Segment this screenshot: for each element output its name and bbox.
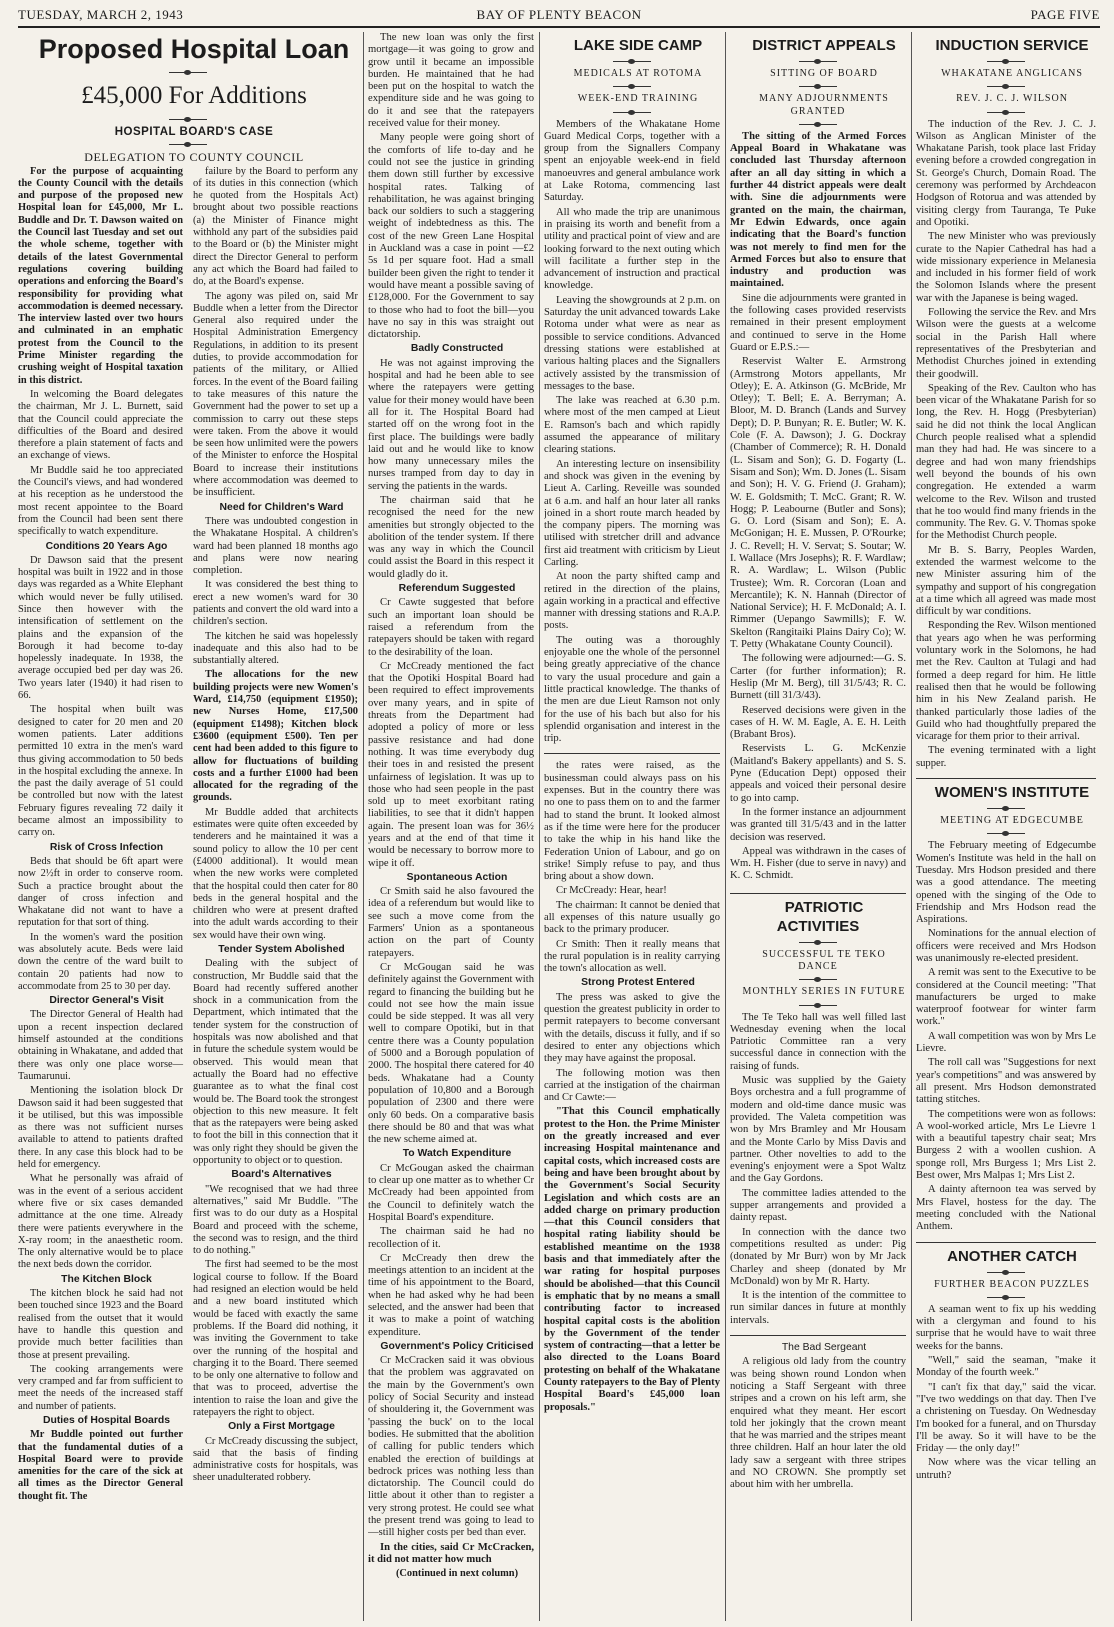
appeals-headline: DISTRICT APPEALS xyxy=(752,37,896,54)
subheading: The Bad Sergeant xyxy=(781,1342,867,1354)
divider xyxy=(799,61,837,62)
paragraph: It is the intention of the committee to run similar dances in future at monthly intervals. xyxy=(730,1290,906,1326)
divider xyxy=(613,86,651,87)
paragraph: The press was asked to give the question the greatest publicity in order to permit ratepayers to become conversant with the details, discuss it fully, and if so desired to enter any objections which they may have against the proposal. xyxy=(544,991,720,1065)
divider xyxy=(169,144,207,145)
paragraph: failure by the Board to perform any of its duties in this connection (which he quoted from the Hospitals Act) brought about two possible reactions (a) the Minister of Finance might withhold any part of the subsidies paid to the Board or (b) the Minister might direct the Director General to perform any act which the Board had failed to do, at the Board's expense. xyxy=(193,165,358,288)
paragraph: Many people were going short of the comforts of life to-day and he could not see the justice in grinding them down still further by excessive hospital rates. Talking of rehabilitation, he was against bringing back our soldiers to such a staggering weight of indebtedness as this. The cost of the new Green Lane Hospital in Auckland was a case in point —£2 5s 1d per square foot. Had a small builder been given the right to tender it would have meant a possible saving of £128,000. For the Government to say to those who had to foot the bill—you have no say in this was straight out dictatorship. xyxy=(368,132,534,341)
paragraph: A wall competition was won by Mrs Le Lievre. xyxy=(916,1030,1096,1055)
paragraph: The evening terminated with a light supper. xyxy=(916,745,1096,769)
paragraph: "I can't fix that day," said the vicar. "I've two weddings on that day. Then I've a christening on Tuesday. On Wednesday I'm booked for a funeral, and on Thursday I'll be away. So it will have to be the Friday — the only day!" xyxy=(916,1381,1096,1455)
paragraph: Dr Dawson said that the present hospital was built in 1922 and in those days was regarded as a White Elephant which would never be fully utilised. Since then however with the intensification of settlement on the plains and the expansion of the Borough it had become to-day hopelessly inadequate. In 1938, the average occupied bed per day was 26. Two years later (1940) it had risen to 66. xyxy=(18,554,183,702)
catch-kicker: FURTHER BEACON PUZZLES xyxy=(934,1278,1090,1290)
subheading: Spontaneous Action xyxy=(406,871,508,883)
paragraph: Music was supplied by the Gaiety Boys orchestra and a full programme of modern and old-time dance music was provided. The Valeta competition was won by Mrs Bramley and Mr Housam and the Monte Carlo by Miss Davis and partner. Other novelties to add to the evening's enjoyment were a Spot Waltz and the Gay Gordons. xyxy=(730,1075,906,1185)
paragraph: At noon the party shifted camp and retired in the direction of the plains, again working in a practical and effective manner with dressing stations and R.A.P. posts. xyxy=(544,571,720,632)
patriotic-kicker: SUCCESSFUL TE TEKO DANCE xyxy=(762,948,886,972)
hospital-headline: Proposed Hospital Loan xyxy=(38,34,350,64)
paragraph: In the former instance an adjournment was granted till 31/5/43 and in the latter decision was reserved. xyxy=(730,806,906,843)
paragraph: The new loan was only the first mortgage—it was going to grow and grow until it became an impossible burden. He maintained that he had been put on the hospital to watch the expenditure side and he was going to do it and see that the ratepayers received value for their money. xyxy=(368,32,534,130)
paragraph: Cr McCready then drew the meetings attention to an incident at the time of his appointment to the Board, when he had asked why he had been selected, and the answer had been that it was to make a point of watching expenditure. xyxy=(368,1252,534,1338)
paragraph: "Well," said the seaman, "make it Monday of the fourth week." xyxy=(916,1355,1096,1379)
paragraph: The kitchen block he said had not been touched since 1923 and the Board realised from the outset that it would have to handle this question and provide much better facilities than those at present prevailing. xyxy=(18,1288,183,1361)
subheading: The Kitchen Block xyxy=(61,1273,152,1285)
paragraph: In the women's ward the position was absolutely acute. Beds were laid down the centre of the ward built to contain 20 patients had now to accommodate from 25 to 30 per day. xyxy=(18,931,183,992)
divider xyxy=(169,119,207,120)
paragraph: The February meeting of Edgecumbe Women's Institute was held in the hall on Tuesday. Mrs Hodson presided and there was a good attendance. The meeting opened with the singing of the Ode to Friendship and Mrs Hodson read the Aspirations. xyxy=(916,840,1096,926)
camp-deck: WEEK-END TRAINING xyxy=(577,93,699,105)
paragraph: The following motion was then carried at the instigation of the chairman and Cr Cawte:— xyxy=(544,1067,720,1104)
column-rule xyxy=(539,32,540,1621)
paragraph: "We recognised that we had three alternatives," said Mr Buddle. "The first was to do our duty as a Hospital Board and proceed with the scheme, the second was to resign, and the third to do nothing." xyxy=(193,1183,358,1257)
subheading: Badly Constructed xyxy=(410,343,504,355)
paragraph: A religious old lady from the country was being shown round London when noticing a Staff Sergeant with three stripes and a crown on his left arm, she enquired what they meant. Her escort told her jokingly that the crown meant that he was married and the stripes meant three children. Half an hour later the old lady saw a sergeant with three stripes and NO CROWN. She promptly set about him with her umbrella. xyxy=(730,1356,906,1491)
paragraph: In welcoming the Board delegates the chairman, Mr J. L. Burnett, said that the Council could appreciate the difficulties of the Board and desired therefore a plain statement of facts and an exchange of views. xyxy=(18,388,183,462)
paragraph: A dainty afternoon tea was served by Mrs Flavel, hostess for the day. The meeting concluded with the National Anthem. xyxy=(916,1184,1096,1233)
paragraph: The kitchen he said was hopelessly inadequate and this also had to be substantially altered. xyxy=(193,630,358,667)
induction-deck: REV. J. C. J. WILSON xyxy=(956,93,1068,105)
paragraph: Sine die adjournments were granted in the following cases provided reservists remained in their present employment and continued to serve in the Home Guard or E.P.S.:— xyxy=(730,292,906,353)
paragraph: The chairman: It cannot be denied that all expenses of this nature usually go back to the primary producer. xyxy=(544,899,720,936)
paragraph: Reserved decisions were given in the cases of H. W. M. Eagle, A. E. H. Leith (Brabant Bros). xyxy=(730,704,906,741)
subheading: Only a First Mortgage xyxy=(228,1421,335,1433)
paragraph: Cr McCracken said it was obvious that the problem was aggravated on the main by the Government's own policy of Social Security and instead of shouldering it, the Government was 'passing the buck' on to the local bodies. He submitted that the abolition of calling for public tenders which enabled the erection of buildings at bedrock prices was nothing less than dictatorship. The Council could do little about it other than to register a very strong protest. He could see what the present trend was going to lead to—still higher costs per bed than ever. xyxy=(368,1355,534,1539)
camp-column xyxy=(544,32,720,1621)
paragraph: The first had seemed to be the most logical course to follow. If the Board had resigned an election would be held and a new board instituted which would be faced with exactly the same problems. If the Board did nothing, it was inviting the Government to take over the running of the hospital and charging it to the Board. There seemed to be only one alternative to follow and that was to proceed, advertise the intention to raise the loan and give the ratepayers the right to object. xyxy=(193,1259,358,1418)
paragraph: The committee ladies attended to the supper arrangements and provided a dainty repast. xyxy=(730,1187,906,1224)
paragraph: The induction of the Rev. J. C. J. Wilson as Anglican Minister of the Whakatane Parish, took place last Friday evening before a crowded congregation in St. George's Church, Domain Road. The ceremony was performed by Archdeacon Hodgson of Rotorua and was attended by visiting clergy from Tauranga, Te Puke and Opotiki. xyxy=(916,118,1096,228)
paragraph: Cr Smith: Then it really means that the rural population is in reality carrying the town's allocation as well. xyxy=(544,938,720,975)
hospital-col-3 xyxy=(368,32,534,1621)
paragraph: The chairman said that he recognised the need for the new amenities but strongly objected to the abolition of the tender system. If there was any way in which the Council could assist the Board in this respect it would gladly do it. xyxy=(368,494,534,580)
subheading: Need for Children's Ward xyxy=(219,501,344,513)
issue-date: TUESDAY, MARCH 2, 1943 xyxy=(18,7,184,22)
hospital-deck: DELEGATION TO COUNTY COUNCIL xyxy=(84,150,304,165)
hospital-article xyxy=(18,32,358,1621)
patriotic-deck: MONTHLY SERIES IN FUTURE xyxy=(742,986,906,998)
patriotic-headline: PATRIOTIC ACTIVITIES xyxy=(730,893,906,936)
newspaper-name: BAY OF PLENTY BEACON xyxy=(476,7,642,22)
hospital-col-2 xyxy=(193,166,358,1505)
paragraph: Mr Buddle pointed out further that the fundamental duties of a Hospital Board were to provide amenities for the care of the sick at all times as the Director General thought fit. The xyxy=(18,1429,183,1502)
hospital-subhead: £45,000 For Additions xyxy=(81,82,307,109)
divider xyxy=(987,61,1025,62)
subheading: Referendum Suggested xyxy=(398,583,516,595)
induction-kicker: WHAKATANE ANGLICANS xyxy=(941,68,1083,79)
paragraph: He was not against improving the hospital and had he been able to see where the ratepayers were getting value for their money would have been all for it. The Hospital Board had started off on the wrong foot in the first place. The buildings were badly laid out and he would like to know how many unnecessary miles the nurses tramped from day to day in serving the patients in the wards. xyxy=(368,357,534,492)
subheading: Director General's Visit xyxy=(49,995,164,1007)
hospital-col-1 xyxy=(18,166,183,1505)
paragraph: Cr Smith said he also favoured the idea of a referendum but would like to see such a move come from the Farmers' Union as a spontaneous action on the part of County ratepayers. xyxy=(368,886,534,959)
paragraph: The Te Teko hall was well filled last Wednesday evening when the local Patriotic Committee ran a very successful dance in connection with the raising of funds. xyxy=(730,1011,906,1072)
subheading: Risk of Cross Infection xyxy=(49,841,164,853)
paragraph: The competitions were won as follows: A wool-worked article, Mrs Le Lievre 1 with a beautiful tapestry chair seat; Mrs Burgess 2 with a woollen cushion. A sponge roll, Mrs Burgess 1; Mrs List 2. Best ower, Mrs Malpas 1; Mrs List 2. xyxy=(916,1108,1096,1182)
paragraph: A remit was sent to the Executive to be considered at the Council meeting: "That manufacturers be urged to make waterproof footwear for winter farm work." xyxy=(916,967,1096,1028)
paragraph: Appeal was withdrawn in the cases of Wm. H. Fisher (due to serve in navy) and K. C. Schmidt. xyxy=(730,845,906,882)
appeals-column xyxy=(730,32,906,1621)
appeals-kicker: SITTING OF BOARD xyxy=(770,68,878,79)
column-rule xyxy=(911,32,912,1621)
continued-note: (Continued in next column) xyxy=(395,1568,519,1580)
paragraph: the rates were raised, as the businessman could always pass on his expenses. But in the country there was no one to pass them on to and the farmer had to stand the brunt. It looked almost as if the time were here for the producer to take the whip in his hand like the Federation Union of Labour, and go on strike! Simply refuse to pay, and thus bring about a show down. xyxy=(544,760,720,883)
divider xyxy=(987,808,1025,809)
paragraph: The chairman said he had no recollection of it. xyxy=(368,1226,534,1250)
paragraph: Nominations for the annual election of officers were received and Mrs Hodson was unanimously re-elected president. xyxy=(916,928,1096,964)
paragraph: Mr B. S. Barry, Peoples Warden, extended the warmest welcome to the new Minister assuring him of the sympathy and support of his congregation at a time which all agreed was made most difficult by war conditions. xyxy=(916,544,1096,618)
paragraph: It was considered the best thing to erect a new women's ward for 30 patients and convert the old ward into a children's section. xyxy=(193,579,358,628)
hospital-kicker: HOSPITAL BOARD'S CASE xyxy=(114,126,274,138)
paragraph: Cr McCready: Hear, hear! xyxy=(556,885,667,897)
womens-kicker: MEETING AT EDGECUMBE xyxy=(940,815,1084,827)
paragraph: Now where was the vicar telling an untruth? xyxy=(916,1457,1096,1481)
paragraph: Mr Buddle said he too appreciated the Council's views, and had wondered at his reception as he understood the most recent appointee to the Board from the Council had been sent there specifically to watch expenditure. xyxy=(18,464,183,538)
paragraph: Dealing with the subject of construction, Mr Buddle said that the Board had recently suffered another shock in a communication from the Department, which intimated that the tender system for the construction of hospitals was now abolished and that in future the schedule system would be observed. This would mean that actually the Board had no effective guarantee as to what the final cost would be. The Board took the strongest objection to this new measure. It felt that as the ratepayers were being asked to foot the bill in this connection that it was only right they should be given the opportunity to object or to question. xyxy=(193,958,358,1167)
paragraph: The new Minister who was previously curate to the Napier Cathedral has had a wide missionary experience in Melanesia and included in his former field of work the Solomon Islands where the present war with the Japanese is being waged. xyxy=(916,231,1096,304)
divider xyxy=(613,112,651,113)
appeals-lead: The sitting of the Armed Forces Appeal Board in Whakatane was concluded last Thursday afternoon after an all day sitting in which a further 44 district appeals were dealt with. Sine die adjournments were granted on the main, the chairman, Mr Edwin Edwards, once again indicating that the Board's function was not merely to find men for the Armed Forces but also to ensure that industry and production was maintained. xyxy=(730,130,906,290)
paragraph: Members of the Whakatane Home Guard Medical Corps, together with a group from the Signallers Company spent an enjoyable week-end in field manoeuvres and general ambulance work at Lake Rotoma, commencing last Saturday. xyxy=(544,118,720,204)
column-rule xyxy=(363,32,364,1621)
paragraph: There was undoubted congestion in the Whakatane Hospital. A children's ward had been planned 18 months ago and plans were now nearing completion. xyxy=(193,515,358,577)
divider xyxy=(799,86,837,87)
induction-column xyxy=(916,32,1096,1621)
divider xyxy=(799,979,837,980)
paragraph: Leaving the showgrounds at 2 p.m. on Saturday the unit advanced towards Lake Rotoma under what were as near as possible to service conditions. Advanced dressing stations were established at various halting places and the Signallers actively assisted by the transmission of messages to the base. xyxy=(544,294,720,392)
divider xyxy=(169,72,207,73)
paragraph: Cr McGougan asked the chairman to clear up one matter as to whether Cr McCready had been appointed from the Council to definitely watch the Hospital Board's expenditure. xyxy=(368,1162,534,1223)
hospital-body xyxy=(18,166,358,1505)
paragraph: The lake was reached at 6.30 p.m. where most of the men camped at Lieut E. Ramson's bach and which rapidly assumed the appearance of military clearing stations. xyxy=(544,395,720,456)
subheading: Conditions 20 Years Ago xyxy=(45,540,168,552)
paragraph: In the cities, said Cr McCracken, it did not matter how much xyxy=(368,1541,534,1565)
divider xyxy=(987,1297,1025,1298)
divider xyxy=(544,753,720,754)
paragraph: Reservists L. G. McKenzie (Maitland's Bakery appellants) and S. S. Pyne (Education Dept) opposed their appeals and voiced their personal desire to go into camp. xyxy=(730,743,906,804)
camp-headline: LAKE SIDE CAMP xyxy=(573,37,703,54)
divider xyxy=(730,1335,906,1336)
paragraph: The hospital when built was designed to cater for 20 men and 20 women patients. Later additions permitted 10 extra in the men's ward thus giving accommodation to 50 beds in the hospital excluding the annexe. In the past the daily average of 51 could be controlled but now with the latest February figures revealing 72 daily it became almost an impossibility to carry on. xyxy=(18,704,183,839)
catch-headline: ANOTHER CATCH xyxy=(916,1242,1096,1266)
womens-headline: WOMEN'S INSTITUTE xyxy=(916,778,1096,802)
divider xyxy=(799,1005,837,1006)
paragraph: The outing was a thoroughly enjoyable one the whole of the personnel being greatly appreciative of the chance to vary the usual procedure and gain a little practical knowledge. The thanks of the men are due Lieut Ramson not only for the use of his bach but also for his splendid organisation and interest in the trip. xyxy=(544,634,720,745)
page-number: PAGE FIVE xyxy=(1030,7,1100,22)
divider xyxy=(987,833,1025,834)
masthead xyxy=(18,4,1100,28)
paragraph: A seaman went to fix up his wedding with a clergyman and found to his surprise that he would have to wait three weeks for the banns. xyxy=(916,1303,1096,1352)
paragraph: Mr Buddle added that architects estimates were quite often exceeded by tenderers and he maintained it was a sound policy to allow the 10 per cent (£4000 additional). It would mean when the new works were completed that the hospital could then cater for 80 beds in the general hospital and the children who were at present drafted into the adult wards according to their sex would have their own wing. xyxy=(193,806,358,941)
camp-kicker: MEDICALS AT ROTOMA xyxy=(573,68,703,79)
subheading: Tender System Abolished xyxy=(218,944,345,955)
paragraph: Cr McGougan said he was definitely against the Government with regard to financing the building but he could not see how the main issue could be side stepped. It was all very well to compare Opotiki, but in that centre there was a County population of 5000 and a Borough population of 2000. The hospital there catered for 40 beds. Whakatane had a County population of 10,800 and a Borough population of 2300 and there were only 60 beds. On a comparative basis there should be 80 and that was what the new scheme aimed at. xyxy=(368,961,534,1146)
divider xyxy=(987,86,1025,87)
paragraph: Responding the Rev. Wilson mentioned that years ago when he was performing voluntary work in the Solomons, he had met the Rev. Caulton at Tulagi and had formed a deep regard for him. He little realised then that he would be following him in his New Zealand parish. He thanked particularly those ladies of the Guild who had thoughtfully prepared the vicarage for them prior to their arrival. xyxy=(916,620,1096,743)
subheading: Duties of Hospital Boards xyxy=(42,1414,170,1426)
paragraph: What he personally was afraid of was in the event of a serious accident where five or six cases demanded admittance at the one time. Already there were patients everywhere in the X-ray room; in the anaesthetic room. The only alternative would be to place the next beds down the corridor. xyxy=(18,1173,183,1271)
allocations-paragraph: The allocations for the new building projects were new Women's Ward, £14,750 (equipment £1950); new Nurses Home, £17,500 (equipment £1498); Kitchen block £3600 (equipment £500). Ten per cent had been added to this figure to allow for fluctuations of building costs and a further £1000 had been allocated for the regrading of the grounds. xyxy=(193,669,358,804)
paragraph: Cr McCready mentioned the fact that the Opotiki Hospital Board had been required to effect improvements over many years, and in spite of threats from the Department had adopted a policy of more or less passive resistance and had done nothing. It was time everybody dug their toes in and resisted the present unfairness of legislation. It was up to those who had seen people in the past sold up to meet exorbitant rating liabilities, to see that it didn't happen again. The present loan was for 36½ years and at the end of that time it would be necessary to borrow more to wipe it off. xyxy=(368,660,534,869)
paragraph: In connection with the dance two competitions resulted as under: Pig (donated by Mr Burr) won by Mr Jack Charley and sheep (donated by Mr McDonald) won by Mr R. Harty. xyxy=(730,1226,906,1287)
paragraph: The cooking arrangements were very cramped and far from sufficient to meet the needs of the increased staff and number of patients. xyxy=(18,1363,183,1412)
paragraph: Speaking of the Rev. Caulton who has been vicar of the Whakatane Parish for so long, the Rev. H. Hogg (Presbyterian) said he did not think the local Anglican Church people realised what a splendid man they had had. He was sincere to a degree and had won many friendships well beyond the bounds of his own congregation. He extended a warm welcome to the Rev. Wilson and trusted that he too would find many friends in the community. The Rev. G. V. Thomas spoke for the Methodist Church people. xyxy=(916,382,1096,542)
paragraph: Beds that should be 6ft apart were now 2½ft in order to conserve room. Such a practice brought about the danger of cross infection and Whakatane did not want to have a reputation for that sort of thing. xyxy=(18,855,183,929)
divider xyxy=(613,61,651,62)
subheading: Government's Policy Criticised xyxy=(380,1340,534,1352)
subheading: Board's Alternatives xyxy=(231,1169,332,1181)
divider xyxy=(987,112,1025,113)
paragraph: The Director General of Health had upon a recent inspection declared himself astounded at the conditions obtaining in Whakatane, and added that there was only one place worse—Taumarunui. xyxy=(18,1009,183,1082)
paragraph: Mentioning the isolation block Dr Dawson said it had been suggested that it be utilised, but this was impossible as there was not sufficient nurses available to attend to patients drafted there. In any case this block had to be held for emergency. xyxy=(18,1085,183,1171)
motion-paragraph: "That this Council emphatically protest to the Hon. the Prime Minister on the greatly increased and ever increasing Hospital maintenance and capital costs, which increased costs are being and have been brought about by the Government's Social Security Legislation and which costs are an added charge on primary production—that this Council considers that hospital rating liability should be established meantime on the 1938 basis and that immediately after the war rating for hospital purposes should be abolished—that this Council is emphatic that by no means a small contributing factor to increased hospital capital costs is the abolition by the Government of the tender system of contracting—that a letter be also directed to the Loans Board protesting on behalf of the Whakatane County ratepayers to the Bay of Plenty Hospital Board's £45,000 loan proposals." xyxy=(544,1106,720,1413)
subheading: Strong Protest Entered xyxy=(581,977,695,989)
subheading: To Watch Expenditure xyxy=(402,1148,512,1160)
paragraph: Cr Cawte suggested that before such an important loan should be raised a referendum from the ratepayers should be taken with regard to the desirability of the loan. xyxy=(368,597,534,658)
paragraph: The agony was piled on, said Mr Buddle when a letter from the Director General also required under the Hospital Administration Emergency Regulations, in addition to its present duties, to provide accommodation for patients of the military, or Allied forces. In the event of the Board failing to take measures of this nature the Government had the power to set up a commission to carry out these steps were taken. From the above it would be seen how unlimited were the powers of the Minister to enforce the Hospital Board to increase their institutions where accommodation was deemed to be insufficient. xyxy=(193,290,358,499)
hospital-lead: For the purpose of acquainting the County Council with the details and purpose of the proposed new Hospital loan for £45,000, Mr L. Buddle and Dr. T. Dawson waited on the Council last Tuesday and set out the whole scheme, together with details of the latest Governmental regulations covering building operations and enforcing the Board's responsibility for providing what accommodation is deemed necessary. The interview lasted over two hours and culminated in an emphatic protest from the Council to the Prime Minister regarding the crushing weight of Hospital taxation in this district. xyxy=(18,165,183,386)
column-rule xyxy=(725,32,726,1621)
paragraph: Cr McCready discussing the subject, said that the basis of finding administrative costs for hospitals, was sheer unadulterated robbery. xyxy=(193,1435,358,1484)
divider xyxy=(987,1272,1025,1273)
appeals-deck: MANY ADJOURNMENTS GRANTED xyxy=(759,93,889,117)
divider xyxy=(799,942,837,943)
divider xyxy=(799,124,837,125)
paragraph: The roll call was "Suggestions for next year's competitions" and was answered by all present. Mrs Hodson demonstrated tatting stitches. xyxy=(916,1057,1096,1106)
paragraph: Reservist Walter E. Armstrong (Armstrong Motors appellants, Mr Otley); E. A. Atkinson (G. McBride, Mr Otley); T. Bell; E. A. Berryman; A. Bloor, M. D. Branch (Lands and Survey Dept); D. P. Bunyan; R. E. Butler; W. K. Cole (F. A. Dawson); J. G. Dockray (Chamber of Commerce); R. H. Donald (L. Sisam and Son); G. D. Fogarty (L. Sisam and Son); Wm. D. Jones (L. Sisam and Son); H. V. G. Friend (J. Graham); W. E. Goldsmith; T. McC. Grant; R. W. Hogg; P. Leabourne (Butler and Sons); G. O. Lord (Sisam and Son); E. A. McGonigan; H. E. Mussen, P. O'Rourke; J. C. Revell; H. V. Servat; S. Soutar; W. I. Wallace (Mrs Josephs); R. F. Wardlaw; R. A. Wardlaw; L. Wilson (Public Trustee); Wm. R. Corcoran (Loan and Mercantile); K. N. Hannah (Director of National Service); H. F. McDonald; A. I. Rimmer (Uepango Sawmills); F. W. Skelton (Rangitaiki Plains Dairy Co); W. T. Petty (Whakatane County Council). xyxy=(730,356,906,651)
paragraph: Following the service the Rev. and Mrs Wilson were the guests at a welcome social in the Parish Hall where representatives of the Presbyterian and Methodist Churches joined in extending their goodwill. xyxy=(916,307,1096,380)
paragraph: The following were adjourned:—G. S. Carter (for further information); R. Heslip (Mr M. Berg), till 31/5/43; R. C. Burnett (till 31/3/43). xyxy=(730,653,906,702)
paragraph: All who made the trip are unanimous in praising its worth and benefit from a utility and practical point of view and are looking forward to the next outing which will facilitate a further step in the advancement of instruction and practical knowledge. xyxy=(544,206,720,292)
paragraph: An interesting lecture on insensibility and shock was given in the evening by Lieut A. Carling. Reveille was sounded at 6 a.m. and half an hour later all ranks joined in a short route march headed by the company pipers. The morning was utilised with stretcher drill and advance first aid treatment with criticism by Lieut Carling. xyxy=(544,458,720,568)
induction-headline: INDUCTION SERVICE xyxy=(935,37,1089,54)
